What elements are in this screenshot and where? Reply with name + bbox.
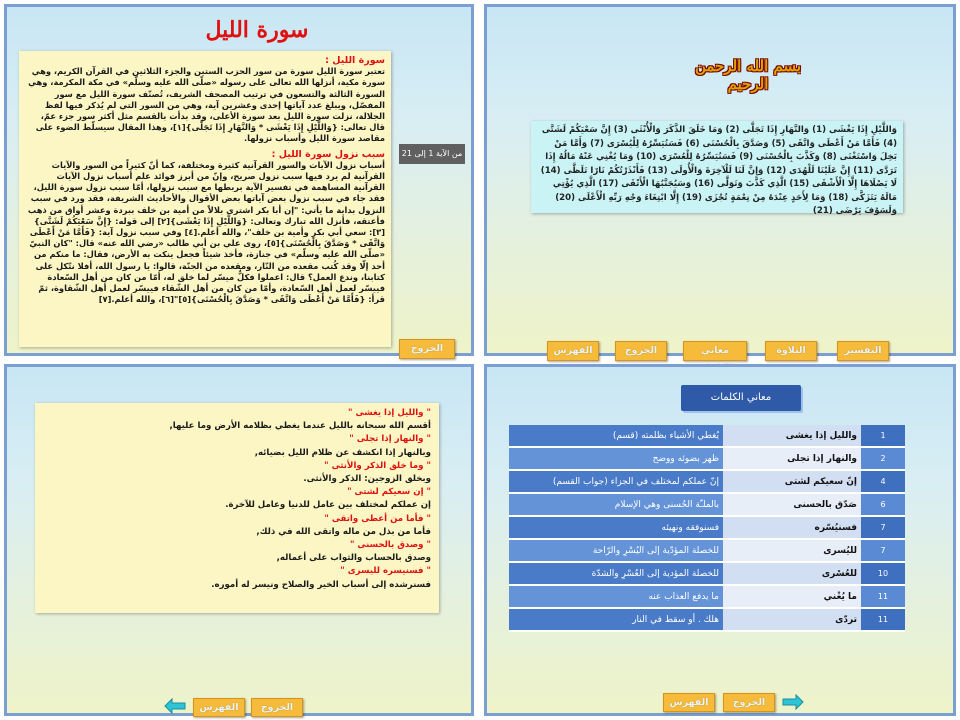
row-number: 10 — [861, 562, 905, 585]
row-number: 4 — [861, 470, 905, 493]
table-row — [509, 562, 905, 585]
verse-range-label[interactable]: من الآية 1 إلى 21 — [399, 144, 465, 164]
table-row — [509, 425, 905, 447]
meanings-table — [509, 425, 905, 632]
index-button[interactable]: الفهرس — [663, 693, 715, 712]
table-row — [509, 447, 905, 470]
tafsir-verse: " إن سعيكم لشتى " — [347, 487, 431, 498]
row-meaning: ظهر بضوئه ووضح — [509, 447, 723, 470]
exit-button[interactable]: الخروج — [615, 341, 667, 361]
section-body-surah: تعتبر سورة الليل سورة من سور الحزب الستين والجزء الثلاثين في القرآن الكريم، وهي سورة مكية، أنزلها الله تعالى على رسوله «صلّى الله عليه وسلّم» في مكة المكرمة، وهي السورة الثالثة والتسعون في ترتيب المصحف الشريف، تُصنّف سورة الليل مع سور المفصّل، ويبلغ عدد آياتها إحدى وعشرين آية، وهي من السور التي لم يُذكر فيها لفظ الجلالة، نزلت سورة الليل بعد سورة الأعلى، وقد بدأت بالقسم مثل أكثر سور جزء عمّ، قال تعالى: {وَاللَّيْلِ إِذَا يَغْشَى * وَالنَّهَارِ إِذَا تَجَلَّى}[١]، وهذا المقال سيسلّط الضوء على مقاصد سورة الليل وأسباب نزولها. — [28, 66, 385, 144]
recitation-button[interactable]: التلاوة — [765, 341, 817, 361]
slide-surah-intro — [4, 4, 474, 356]
table-row — [509, 608, 905, 631]
verses-text-box: وَاللَّيْلِ إِذَا يَغْشَى (1) وَالنَّهَارِ إِذَا تَجَلَّى (2) وَمَا خَلَقَ الذَّكَرَ وَالْأُنْثَى (3) إِنَّ سَعْيَكُمْ لَشَتَّى (4) فَأَمَّا مَنْ أَعْطَى وَاتَّقَى (5) وَصَدَّقَ بِالْحُسْنَى (6) فَسَنُيَسِّرُهُ لِلْيُسْرَى (7) وَأَمَّا مَنْ بَخِلَ وَاسْتَغْنَى (8) وَكَذَّبَ بِالْحُسْنَى (9) فَسَنُيَسِّرُهُ لِلْعُسْرَى (10) وَمَا يُغْنِي عَنْهُ مَالُهُ إِذَا تَرَدَّى (11) إِنَّ عَلَيْنَا لَلْهُدَى (12) وَإِنَّ لَنَا لَلْآخِرَةَ وَالْأُولَى (13) فَأَنْذَرْتُكُمْ نَارًا تَلَظَّى (14) لَا يَصْلَاهَا إِلَّا الْأَشْقَى (15) الَّذِي كَذَّبَ وَتَوَلَّى (16) وَسَيُجَنَّبُهَا الْأَتْقَى (17) الَّذِي يُؤْتِي مَالَهُ يَتَزَكَّى (18) وَمَا لِأَحَدٍ عِنْدَهُ مِنْ نِعْمَةٍ تُجْزَى (19) إِلَّا ابْتِغَاءَ وَجْهِ رَبِّهِ الْأَعْلَى (20) وَلَسَوْفَ يَرْضَى (21) — [531, 121, 903, 213]
row-meaning: بالملـّة الحُسنى وهي الإسلام — [509, 493, 723, 516]
back-arrow-icon[interactable] — [165, 699, 185, 713]
row-number: 2 — [861, 447, 905, 470]
section-body-reason: أسباب نزول الآيات والسور القرآنية كثيرة ومختلفة، كما أنّ كثيراً من السور والآيات القرآنية لم يرد فيها سبب نزول صريح، وإنّ من أبرز فوائد علم أسباب نزول الآيات القرآنية المساهمة في تفسير الآية بربطها مع سبب نزولها، أمّا سبب نزول سورة الليل، فقد جاء في سبب نزول بعض آياتها بعض الأقوال والأحاديث الشريفة، فقد ورد في سبب النزول بداية ما يأتي: "إن أبا بكر اشترى بلالاً من أمية بن خلف ببردة وعشر أواق من ذهب فأعتقه، فأنزل الله تبارك وتعالى: {وَاللَّيْلِ إِذَا يَغْشَى}[٢] إلى قوله: {إِنَّ سَعْيَكُمْ لَشَتَّى}[٣]: سعي أبي بكر وأمية بن خلف"، والله أعلم.[٤] وفي سبب نزول آية: {فَأَمَّا مَنْ أَعْطَى وَاتَّقَى * وَصَدَّقَ بِالْحُسْنَى}[٥]، روى علي بن أبي طالب «رضي الله عنه» قال: "كان النبيّ «صلّى الله عليه وسلّم» في جنازة، فأخذ شيئاً فجعل ينكت به الأرض، فقال: ما منكم من أحد إلّا وقد كُتب مقعده من النّار، ومقعده من الجنّة، قالوا: يا رسول الله، أفلا نتّكل على كتابنا، وندع العمل؟ قال: اعملوا فكلٌّ ميسّر لما خلق له، أمّا من كان من أهل السّعادة فييسّر لعمل أهل السّعادة، وأمّا من كان من أهل الشّقاء فييسّر لعمل أهل الشّقاوة، ثمّ قرأ: {فَأَمَّا مَنْ أَعْطَى وَاتَّقَى * وَصَدَّقَ بِالْحُسْنَى}[٥]"[٦]، والله أعلم.[٧] — [27, 159, 385, 305]
tafsir-explain: وبخلق الزوجين: الذكر والأنثى. — [303, 474, 431, 485]
slide-tafsir — [4, 364, 474, 716]
intro-text-box — [19, 51, 391, 347]
tafsir-explain: فأما من بذل من ماله واتقى الله في ذلك, — [256, 526, 431, 537]
row-meaning: للخصلة المؤدّية إلى اليُسْرِ والرّاحة — [509, 539, 723, 562]
tafsir-verse: " وما خلق الذكر والأنثى " — [324, 460, 431, 471]
forward-arrow-icon[interactable] — [783, 695, 803, 709]
row-word: للعُسْرى — [723, 562, 861, 585]
word-meanings-button[interactable]: معاني — [683, 341, 747, 361]
section-title-reason: سبب نزول سورة الليل : — [271, 148, 385, 160]
section-title-surah: سورة الليل : — [325, 55, 385, 66]
row-meaning: للخصلة المؤدية إلى العُسْرِ والشدّة — [509, 562, 723, 585]
tafsir-text-box — [35, 403, 439, 613]
tafsir-verse: " والنهار إذا تجلى " — [349, 434, 431, 445]
table-row — [509, 470, 905, 493]
tafsir-verse: " وصدق بالحسنى " — [349, 540, 431, 551]
exit-button[interactable]: الخروج — [251, 698, 303, 717]
meanings-title: معاني الكلمات — [681, 385, 801, 411]
row-word: فسنيُسّره — [723, 516, 861, 539]
row-word: إنّ سعيكم لشتى — [723, 470, 861, 493]
tafsir-explain: أقسم الله سبحانه بالليل عندما يغطي بظلامه الأرض وما عليها, — [169, 421, 431, 432]
row-number: 1 — [861, 425, 905, 447]
row-word: لليُسرى — [723, 539, 861, 562]
tafsir-verse: " فسنيسره لليسرى " — [340, 566, 431, 577]
exit-button[interactable]: الخروج — [399, 339, 455, 359]
tafsir-explain: وصدق بالحساب والثواب على أعماله, — [276, 553, 431, 564]
table-row — [509, 585, 905, 608]
row-meaning: فسنوفقه ونهيئه — [509, 516, 723, 539]
tafsir-explain: وبالنهار إذا انكشف عن ظلام الليل بضيائه, — [254, 447, 431, 458]
index-button[interactable]: الفهرس — [547, 341, 599, 361]
row-number: 7 — [861, 539, 905, 562]
index-button[interactable]: الفهرس — [193, 698, 245, 717]
tafsir-explain: فسنرشده إلى أسباب الخير والصلاح ونيسر له أموره. — [211, 579, 431, 590]
row-number: 7 — [861, 516, 905, 539]
row-meaning: هلك . أو سقط في النار — [509, 608, 723, 631]
tafsir-explain: إن عملكم لمختلف بين عامل للدنيا وعامل للآخرة. — [225, 500, 431, 511]
table-row — [509, 539, 905, 562]
slide-title: سورة الليل — [205, 17, 309, 43]
tafsir-verse: " فأما من أعطى واتقى " — [324, 513, 431, 524]
slide-surah-verses — [484, 4, 956, 356]
row-word: صَدّق بالحسنى — [723, 493, 861, 516]
row-number: 11 — [861, 585, 905, 608]
bismillah-calligraphy: بسم الله الرحمن الرحيم — [694, 57, 802, 93]
table-row — [509, 493, 905, 516]
row-word: ما يُغْني — [723, 585, 861, 608]
exit-button[interactable]: الخروج — [723, 693, 775, 712]
row-word: تردّى — [723, 608, 861, 631]
row-number: 11 — [861, 608, 905, 631]
row-meaning: يُغطي الأشياء بظلمته (قسم) — [509, 425, 723, 447]
row-number: 6 — [861, 493, 905, 516]
tafsir-verse: " والليل إذا يغشى " — [348, 408, 431, 418]
row-meaning: ما يدفع العذاب عنه — [509, 585, 723, 608]
table-row — [509, 516, 905, 539]
tafsir-button[interactable]: التفسير — [837, 341, 889, 361]
row-word: والنهار إذا تجلى — [723, 447, 861, 470]
row-word: والليل إذا يغشى — [723, 425, 861, 447]
nav-bar — [547, 341, 907, 361]
row-meaning: إنّ عملكم لمختلف في الجزاء (جواب القسم) — [509, 470, 723, 493]
slide-word-meanings — [484, 364, 956, 716]
